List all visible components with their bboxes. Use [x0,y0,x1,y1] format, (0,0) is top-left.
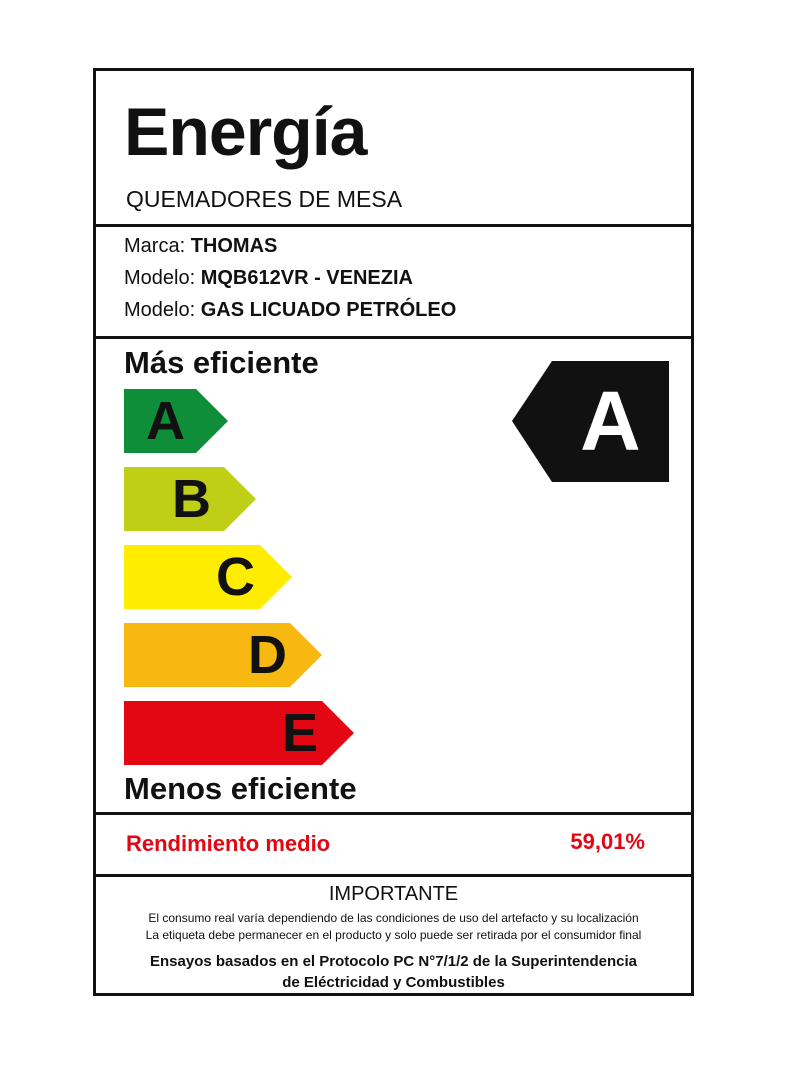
energy-label [93,68,694,996]
gas-type-line [124,299,456,322]
bar-b-letter: B [172,469,211,529]
performance-value: 59,01% [570,829,645,854]
efficiency-scale-section [96,339,691,815]
label-title: Energía [124,94,367,170]
bar-e-letter: E [282,703,319,763]
most-efficient-label: Más eficiente [124,345,319,380]
efficiency-bar-c [124,545,292,609]
note-line-2: La etiqueta debe permanecer en el producto y solo puede ser retirada por el consumidor final [145,928,642,942]
efficiency-bar-e [124,701,354,765]
product-info-section [96,227,691,339]
rating-indicator [512,361,669,482]
note-line-1: El consumo real varía dependiendo de las condiciones de uso del artefacto y su localización [148,911,639,925]
notes-section [96,877,691,993]
model-label: Modelo: [124,267,196,289]
efficiency-bar-b [124,467,256,531]
performance-section [96,815,691,877]
bar-d-shape [124,623,322,687]
bar-c-shape [124,545,292,609]
title-section [96,71,691,227]
protocol-line-1: Ensayos basados en el Protocolo PC N°7/1/2 de la Superintendencia [150,953,637,970]
bar-c-letter: C [216,547,255,607]
model-line [124,267,413,290]
important-heading: IMPORTANTE [328,883,459,905]
least-efficient-label: Menos eficiente [124,771,357,806]
product-category: QUEMADORES DE MESA [126,186,403,212]
efficiency-bar-d [124,623,322,687]
model-value: MQB612VR - VENEZIA [200,267,413,289]
bar-a-letter: A [146,391,185,451]
brand-label: Marca: [124,235,186,257]
bar-d-letter: D [248,625,287,685]
brand-value: THOMAS [190,235,278,257]
gas-type-label: Modelo: [124,299,196,321]
brand-line [124,235,277,258]
bar-e-shape [124,701,354,765]
efficiency-bar-a [124,389,228,453]
gas-type-value: GAS LICUADO PETRÓLEO [200,299,457,321]
rating-letter: A [580,374,641,468]
protocol-line-2: de Eléctricidad y Combustibles [282,974,505,991]
performance-label: Rendimiento medio [126,831,331,856]
